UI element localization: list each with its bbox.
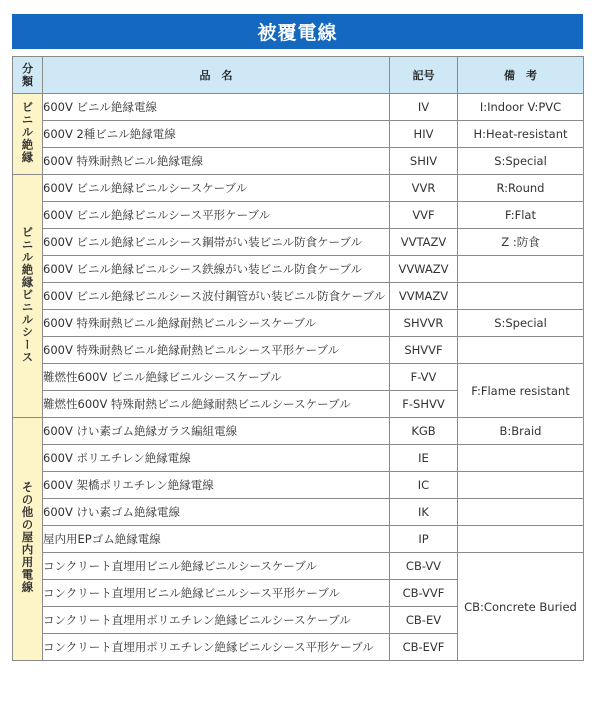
product-name: 600V 特殊耐熱ビニル絶縁耐熱ビニルシースケーブル — [43, 310, 390, 337]
table-row — [13, 499, 584, 526]
product-code: CB-EV — [390, 607, 458, 634]
note-cell: Z :防食 — [458, 229, 584, 256]
note-cell — [458, 472, 584, 499]
product-name: 600V ビニル絶縁ビニルシース鉄線がい装ビニル防食ケーブル — [43, 256, 390, 283]
product-code: CB-VVF — [390, 580, 458, 607]
note-cell — [458, 445, 584, 472]
note-cell: I:Indoor V:PVC — [458, 94, 584, 121]
note-cell — [458, 499, 584, 526]
category-cell: ビニル絶縁 — [13, 94, 43, 175]
product-name: 600V ビニル絶縁ビニルシースケーブル — [43, 175, 390, 202]
table-row — [13, 94, 584, 121]
note-cell — [458, 526, 584, 553]
table-row — [13, 256, 584, 283]
table-row — [13, 310, 584, 337]
note-cell: S:Special — [458, 148, 584, 175]
product-code: IV — [390, 94, 458, 121]
wire-table — [12, 56, 584, 661]
product-code: HIV — [390, 121, 458, 148]
note-cell: B:Braid — [458, 418, 584, 445]
product-code: VVF — [390, 202, 458, 229]
table-row — [13, 472, 584, 499]
note-cell — [458, 337, 584, 364]
table-row — [13, 202, 584, 229]
product-name: コンクリート直埋用ビニル絶縁ビニルシース平形ケーブル — [43, 580, 390, 607]
note-cell: F:Flame resistant — [458, 364, 584, 418]
product-name: 600V けい素ゴム絶縁電線 — [43, 499, 390, 526]
table-row — [13, 553, 584, 580]
page-title: 被覆電線 — [12, 14, 583, 49]
product-name: コンクリート直埋用ポリエチレン絶縁ビニルシース平形ケーブル — [43, 634, 390, 661]
product-code: IC — [390, 472, 458, 499]
product-code: VVWAZV — [390, 256, 458, 283]
note-cell — [458, 283, 584, 310]
table-row — [13, 283, 584, 310]
product-code: KGB — [390, 418, 458, 445]
product-code: VVMAZV — [390, 283, 458, 310]
note-cell: R:Round — [458, 175, 584, 202]
table-row — [13, 148, 584, 175]
product-name: 600V 特殊耐熱ビニル絶縁耐熱ビニルシース平形ケーブル — [43, 337, 390, 364]
note-cell — [458, 256, 584, 283]
product-code: VVR — [390, 175, 458, 202]
product-code: SHVVR — [390, 310, 458, 337]
note-cell: F:Flat — [458, 202, 584, 229]
header-code: 記号 — [390, 57, 458, 94]
note-cell: S:Special — [458, 310, 584, 337]
product-name: 600V 特殊耐熱ビニル絶縁電線 — [43, 148, 390, 175]
product-code: F-VV — [390, 364, 458, 391]
category-cell: その他の屋内用電線 — [13, 418, 43, 661]
table-row — [13, 175, 584, 202]
product-name: 600V けい素ゴム絶縁ガラス編組電線 — [43, 418, 390, 445]
product-code: F-SHVV — [390, 391, 458, 418]
product-name: 難燃性600V ビニル絶縁ビニルシースケーブル — [43, 364, 390, 391]
product-name: 600V ポリエチレン絶縁電線 — [43, 445, 390, 472]
note-cell: CB:Concrete Buried — [458, 553, 584, 661]
product-code: IP — [390, 526, 458, 553]
product-name: 600V ビニル絶縁ビニルシース平形ケーブル — [43, 202, 390, 229]
product-code: SHVVF — [390, 337, 458, 364]
product-name: 難燃性600V 特殊耐熱ビニル絶縁耐熱ビニルシースケーブル — [43, 391, 390, 418]
product-code: IE — [390, 445, 458, 472]
product-code: CB-VV — [390, 553, 458, 580]
table-row — [13, 445, 584, 472]
table-row — [13, 121, 584, 148]
header-row — [13, 57, 584, 94]
table-row — [13, 337, 584, 364]
product-name: 600V ビニル絶縁ビニルシース鋼帯がい装ビニル防食ケーブル — [43, 229, 390, 256]
product-code: IK — [390, 499, 458, 526]
note-cell: H:Heat-resistant — [458, 121, 584, 148]
table-row — [13, 526, 584, 553]
header-name: 品 名 — [43, 57, 390, 94]
product-name: コンクリート直埋用ポリエチレン絶縁ビニルシースケーブル — [43, 607, 390, 634]
table-row — [13, 229, 584, 256]
header-category — [13, 57, 43, 94]
product-name: コンクリート直埋用ビニル絶縁ビニルシースケーブル — [43, 553, 390, 580]
product-name: 600V ビニル絶縁電線 — [43, 94, 390, 121]
category-cell: ビニル絶縁ビニルシース — [13, 175, 43, 418]
header-category-label: 分 類 — [22, 62, 33, 88]
product-name: 600V 2種ビニル絶縁電線 — [43, 121, 390, 148]
product-code: CB-EVF — [390, 634, 458, 661]
product-name: 600V ビニル絶縁ビニルシース波付鋼管がい装ビニル防食ケーブル — [43, 283, 390, 310]
header-note: 備 考 — [458, 57, 584, 94]
product-code: SHIV — [390, 148, 458, 175]
product-code: VVTAZV — [390, 229, 458, 256]
product-name: 600V 架橋ポリエチレン絶縁電線 — [43, 472, 390, 499]
table-row — [13, 418, 584, 445]
table-row — [13, 364, 584, 391]
product-name: 屋内用EPゴム絶縁電線 — [43, 526, 390, 553]
